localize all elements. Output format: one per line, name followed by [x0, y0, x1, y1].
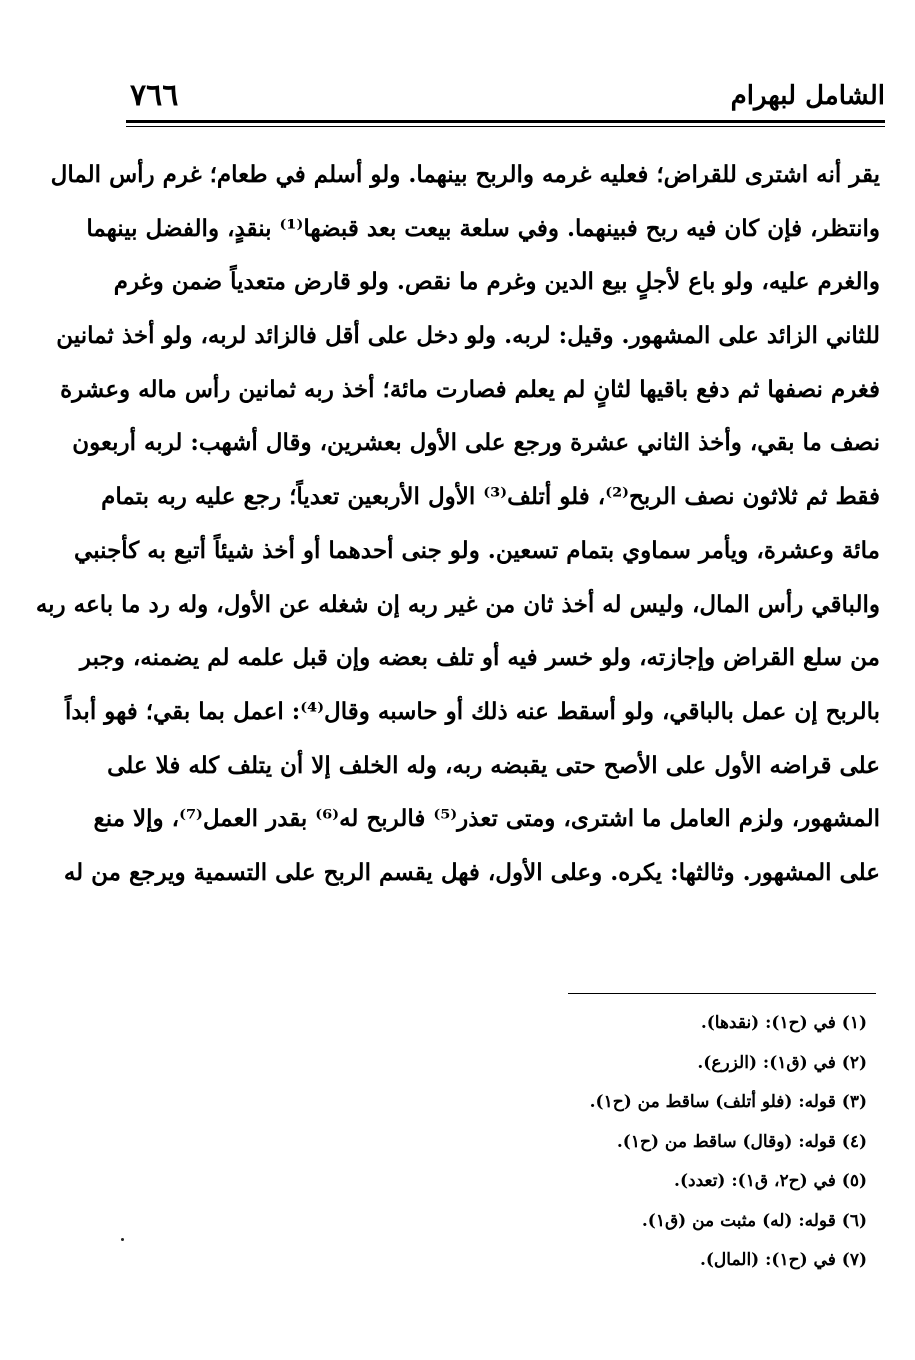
- header-rule-thin: [126, 126, 885, 127]
- footnote: (٦) قوله: (له) مثبت من (ق١).: [641, 1210, 867, 1231]
- text-line: على المشهور. وثالثها: يكره. وعلى الأول، فهل يقسم الربح على التسمية ويرجع من له: [63, 858, 880, 886]
- text-line: المشهور، ولزم العامل ما اشترى، ومتى تعذر⁽⁵⁾ فالربح له⁽⁶⁾ بقدر العمل⁽⁷⁾، وإلا منع: [93, 805, 880, 833]
- footnote: (٣) قوله: (فلو أتلف) ساقط من (ح١).: [589, 1092, 867, 1112]
- footnote: (١) في (ح١): (نقدها).: [700, 1013, 867, 1033]
- text-line: والباقي رأس المال، وليس له أخذ ثان من غير ربه إن شغله عن الأول، وله رد ما باعه ربه: [35, 590, 880, 618]
- text-line: فقط ثم ثلاثون نصف الربح⁽²⁾، فلو أتلف⁽³⁾ الأول الأربعين تعدياً؛ رجع عليه ربه بتمام: [101, 483, 880, 511]
- text-line: على قراضه الأول على الأصح حتى يقبضه ربه، وله الخلف إلا أن يتلف كله فلا على: [107, 751, 880, 779]
- header-rule-thick: [126, 120, 885, 123]
- text-line: وانتظر، فإن كان فيه ربح فبينهما. وفي سلعة بيعت بعد قبضها⁽¹⁾ بنقدٍ، والفضل بينهما: [86, 214, 880, 242]
- text-line: والغرم عليه، ولو باع لأجلٍ بيع الدين وغرم ما نقص. ولو قارض متعدياً ضمن وغرم: [113, 268, 880, 296]
- page-header: [130, 78, 885, 114]
- text-line: بالربح إن عمل بالباقي، ولو أسقط عنه ذلك أو حاسبه وقال⁽⁴⁾: اعمل بما بقي؛ فهو أبداً: [64, 697, 880, 725]
- footnote-separator: [568, 993, 876, 994]
- text-line: نصف ما بقي، وأخذ الثاني عشرة ورجع على الأول بعشرين، وقال أشهب: لربه أربعون: [72, 429, 880, 457]
- running-title: الشامل لبهرام: [730, 81, 885, 111]
- footnote: (٥) في (ح٢، ق١): (تعدد).: [674, 1171, 867, 1191]
- text-line: فغرم نصفها ثم دفع باقيها لثانٍ لم يعلم فصارت مائة؛ أخذ ربه ثمانين رأس ماله وعشرة: [60, 375, 880, 403]
- text-line: مائة وعشرة، ويأمر سماوي بتمام تسعين. ولو جنى أحدهما أو أخذ شيئاً أتبع به كأجنبي: [74, 536, 880, 564]
- scan-speck: [121, 1238, 124, 1241]
- footnote: (٢) في (ق١): (الزرع).: [697, 1052, 867, 1073]
- footnotes: [447, 1004, 867, 1281]
- text-line: يقر أنه اشترى للقراض؛ فعليه غرمه والربح بينهما. ولو أسلم في طعام؛ غرم رأس المال: [50, 161, 880, 188]
- text-line: للثاني الزائد على المشهور. وقيل: لربه. ولو دخل على أقل فالزائد لربه، ولو أخذ ثمانين: [56, 322, 880, 350]
- page-number: ٧٦٦: [130, 78, 179, 113]
- text-line: من سلع القراض وإجازته، ولو خسر فيه أو تلف بعضه وإن قبل علمه لم يضمنه، وجبر: [79, 644, 880, 672]
- footnote: (٧) في (ح١): (المال).: [699, 1250, 867, 1270]
- footnote: (٤) قوله: (وقال) ساقط من (ح١).: [616, 1131, 867, 1152]
- body-text: [35, 148, 880, 900]
